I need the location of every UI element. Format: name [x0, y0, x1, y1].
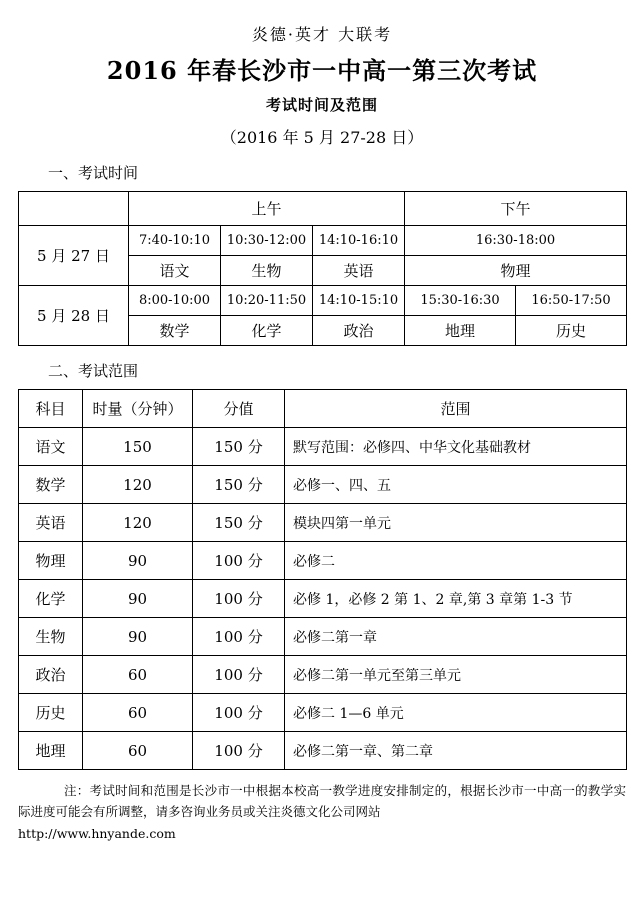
day2-subject-2: 化学 — [221, 316, 313, 346]
table-row — [19, 286, 627, 316]
cell-score: 100 分 — [193, 694, 285, 732]
cell-score: 150 分 — [193, 428, 285, 466]
cell-score: 100 分 — [193, 656, 285, 694]
cell-score: 150 分 — [193, 504, 285, 542]
cell-subject: 生物 — [19, 618, 83, 656]
day1-subject-1: 语文 — [129, 256, 221, 286]
cell-duration: 90 — [83, 618, 193, 656]
cell-score: 100 分 — [193, 732, 285, 770]
table-row — [19, 192, 627, 226]
cell-duration: 60 — [83, 732, 193, 770]
cell-range: 必修二第一章、第二章 — [285, 732, 627, 770]
cell-subject: 英语 — [19, 504, 83, 542]
column-header-subject: 科目 — [19, 390, 83, 428]
org-line: 炎德·英才 大联考 — [251, 25, 393, 44]
footnote — [18, 780, 626, 844]
day1-time-1: 7:40-10:10 — [129, 226, 221, 256]
table-row — [19, 732, 627, 770]
table-row — [19, 504, 627, 542]
day2-subject-3: 政治 — [313, 316, 405, 346]
table-row — [19, 428, 627, 466]
column-header-score: 分值 — [193, 390, 285, 428]
table-header-row — [19, 390, 627, 428]
table-row — [19, 656, 627, 694]
cell-subject: 语文 — [19, 428, 83, 466]
day2-subject-4: 地理 — [405, 316, 516, 346]
exam-scope-table — [18, 389, 627, 770]
table-row — [19, 226, 627, 256]
section-heading-exam-time: 一、考试时间 — [48, 164, 139, 182]
cell-duration: 90 — [83, 580, 193, 618]
day-label-27: 5 月 27 日 — [19, 226, 129, 286]
cell-score: 100 分 — [193, 542, 285, 580]
footnote-url: http://www.hnyande.com — [18, 825, 176, 841]
cell-duration: 150 — [83, 428, 193, 466]
day-label-28: 5 月 28 日 — [19, 286, 129, 346]
day1-time-4: 16:30-18:00 — [405, 226, 627, 256]
cell-range: 必修二第一单元至第三单元 — [285, 656, 627, 694]
day1-subject-3: 英语 — [313, 256, 405, 286]
cell-range: 必修二第一章 — [285, 618, 627, 656]
cell-duration: 120 — [83, 504, 193, 542]
section-heading-exam-scope: 二、考试范围 — [48, 362, 139, 380]
table-row — [19, 618, 627, 656]
cell-score: 150 分 — [193, 466, 285, 504]
cell-duration: 120 — [83, 466, 193, 504]
cell-range: 必修 1，必修 2 第 1、2 章,第 3 章第 1-3 节 — [285, 580, 627, 618]
exam-date-range: （2016 年 5 月 27-28 日） — [220, 128, 424, 147]
day2-time-5: 16:50-17:50 — [516, 286, 627, 316]
column-header-range: 范围 — [285, 390, 627, 428]
cell-range: 必修二 1—6 单元 — [285, 694, 627, 732]
cell-duration: 60 — [83, 694, 193, 732]
table-row — [19, 466, 627, 504]
table-row — [19, 580, 627, 618]
cell-subject: 化学 — [19, 580, 83, 618]
table-row — [19, 694, 627, 732]
day2-time-1: 8:00-10:00 — [129, 286, 221, 316]
page-title: 2016 年春长沙市一中高一第三次考试 — [106, 56, 538, 85]
header-afternoon: 下午 — [405, 192, 627, 226]
day2-subject-5: 历史 — [516, 316, 627, 346]
cell-duration: 60 — [83, 656, 193, 694]
cell-range: 必修二 — [285, 542, 627, 580]
cell-subject: 历史 — [19, 694, 83, 732]
table-row — [19, 542, 627, 580]
cell-range: 必修一、四、五 — [285, 466, 627, 504]
cell-score: 100 分 — [193, 618, 285, 656]
schedule-corner-cell — [19, 192, 129, 226]
cell-subject: 数学 — [19, 466, 83, 504]
cell-score: 100 分 — [193, 580, 285, 618]
column-header-duration: 时量（分钟） — [83, 390, 193, 428]
day1-time-2: 10:30-12:00 — [221, 226, 313, 256]
cell-subject: 地理 — [19, 732, 83, 770]
cell-range: 模块四第一单元 — [285, 504, 627, 542]
day1-time-3: 14:10-16:10 — [313, 226, 405, 256]
day1-subject-2: 生物 — [221, 256, 313, 286]
cell-duration: 90 — [83, 542, 193, 580]
day2-time-2: 10:20-11:50 — [221, 286, 313, 316]
header-morning: 上午 — [129, 192, 405, 226]
day2-time-3: 14:10-15:10 — [313, 286, 405, 316]
day2-time-4: 15:30-16:30 — [405, 286, 516, 316]
cell-subject: 物理 — [19, 542, 83, 580]
footnote-text: 注：考试时间和范围是长沙市一中根据本校高一教学进度安排制定的，根据长沙市一中高一的教学实际进度可能会有所调整，请多咨询业务员或关注炎德文化公司网站 — [18, 783, 626, 820]
cell-subject: 政治 — [19, 656, 83, 694]
day2-subject-1: 数学 — [129, 316, 221, 346]
cell-range: 默写范围：必修四、中华文化基础教材 — [285, 428, 627, 466]
page-subtitle: 考试时间及范围 — [265, 96, 378, 114]
exam-schedule-table — [18, 191, 627, 346]
day1-subject-4: 物理 — [405, 256, 627, 286]
